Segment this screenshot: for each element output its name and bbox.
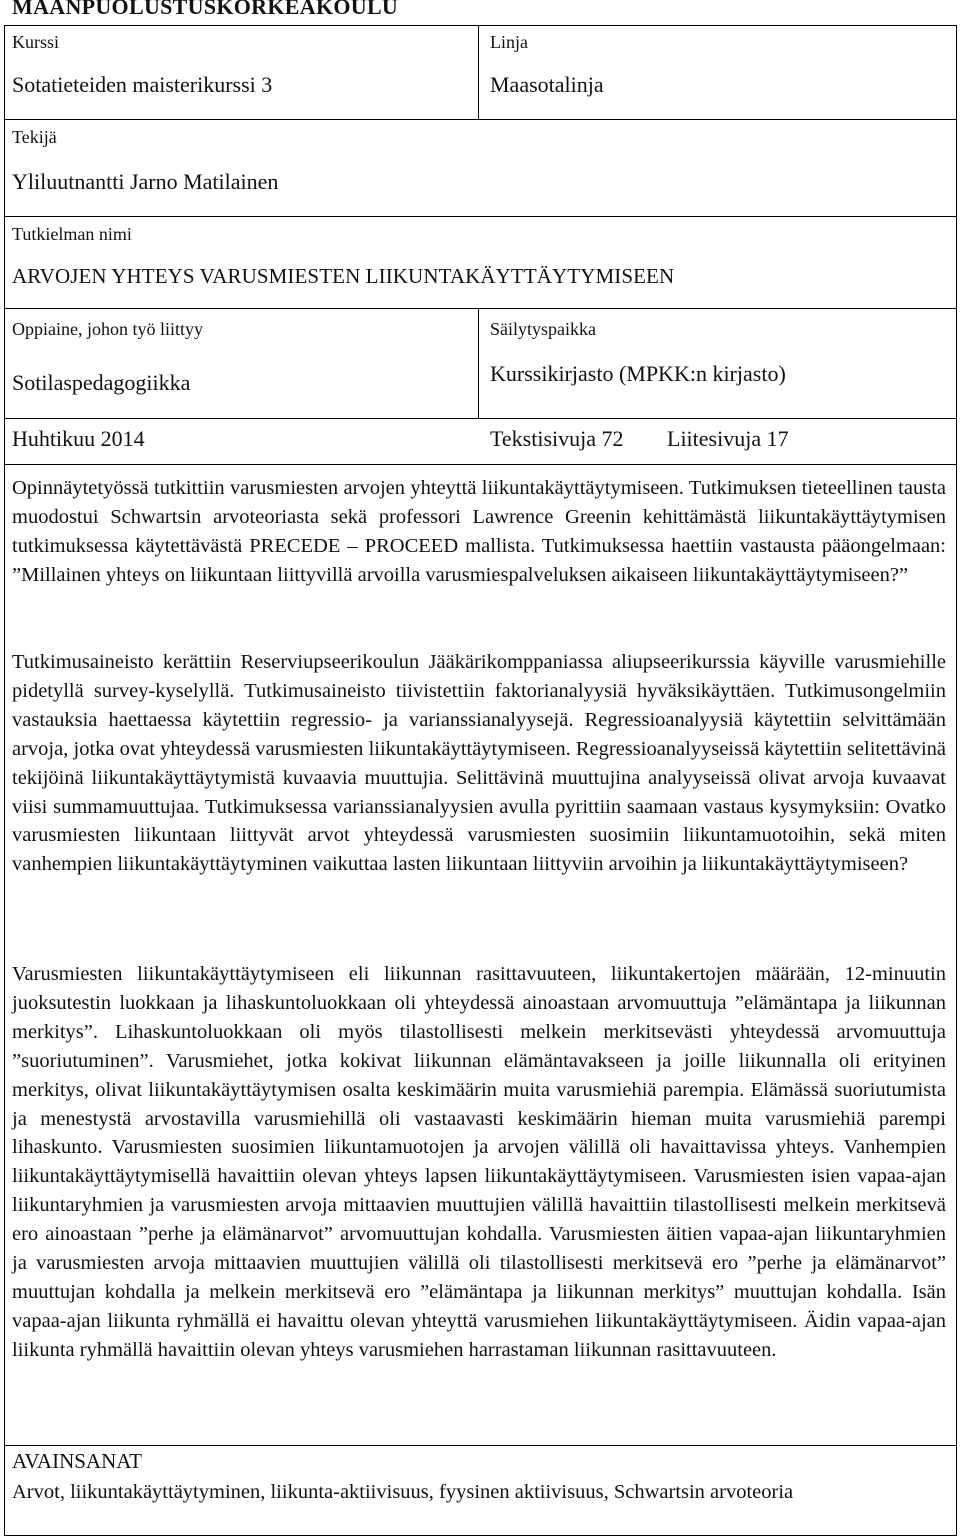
abstract-paragraph: Tutkimusaineisto kerättiin Reserviupseerikoulun Jääkärikomppaniassa aliupseerikurssia käyville varusmiehille pidetyllä survey-kyselyllä. Tutkimusaineisto tiivistettiin faktorianalyysiä hyväksikäyttäen. Tutkimusongelmiin vastauksia haettaessa käytettiin regressio- ja varianssianalyysejä. Regressioanalyysiä käytettiin selvittämään arvoja, jotka ovat yhteydessä varusmiesten liikuntakäyttäytymiseen. Regressioanalyyseissä käytettiin selitettävinä tekijöinä liikuntakäyttäytymistä kuvaavia muuttujia. Selittävinä muuttujina analyyseissä olivat arvoja kuvaavat viisi summamuuttujaa. Tutkimuksessa varianssianalyysien avulla pyrittiin saamaan vastaus kysymyksiin: Ovatko varusmiesten liikuntaan liittyvät arvot yhteydessä varusmiesten suosimiin liikuntamuotoihin, sekä miten vanhempien liikuntakäyttäytyminen vaikuttaa lasten liikuntaan liittyviin arvoihin ja liikuntakäyttäytymiseen? [12,651,946,876]
thesis-label: Tutkielman nimi [12,224,132,244]
abstract-paragraph: Opinnäytetyössä tutkittiin varusmiesten arvojen yhteyttä liikuntakäyttäytymiseen. Tutkimuksen tieteellinen tausta muodostui Schwartsin arvoteoriasta sekä professori Lawrence Greenin kehittämästä liikuntakäyttäytymisen tutkimuksessa käytettävästä PRECEDE – PROCEED mallista. Tutkimuksessa haettiin vastausta pääongelmaan: ”Millainen yhteys on liikuntaan liittyvillä arvoilla varusmiespalveluksen aikaiseen liikuntakäyttäytymiseen?” [12,477,946,586]
date-value: Huhtikuu 2014 [12,426,145,451]
storage-value: Kurssikirjasto (MPKK:n kirjasto) [490,361,786,386]
divider [4,119,957,120]
appendix-pages: Liitesivuja 17 [667,426,789,451]
author-value: Yliluutnantti Jarno Matilainen [12,169,279,194]
course-label: Kurssi [12,32,60,52]
divider [4,216,957,217]
abstract-paragraph: Varusmiesten liikuntakäyttäytymiseen eli liikunnan rasittavuuteen, liikuntakertojen määrään, 12-minuutin juoksutestin luokkaan ja lihaskuntoluokkaan oli yhteydessä ainoastaan arvomuuttuja ”elämäntapa ja liikunnan merkitys”. Lihaskuntoluokkaan oli myös tilastollisesti melkein merkitsevästi yhteydessä arvomuuttuja ”suoriutuminen”. Varusmiehet, jotka kokivat liikunnan elämäntavakseen ja joille liikunnalla oli erityinen merkitys, olivat liikuntakäyttäytymisen osalta keskimäärin muita varusmiehiä parempia. Elämässä suoriutumista ja menestystä arvostavilla varusmiehillä oli vastaavasti keskimäärin hieman muita varusmiehiä parempi lihaskunto. Varusmiesten suosimien liikuntamuotojen ja arvojen välillä oli havaittavissa yhteys. Vanhempien liikuntakäyttäytymisellä havaittiin olevan yhteys lapsen liikuntakäyttäytymiseen. Varusmiesten isien vapaa-ajan liikuntaryhmien ja varusmiesten arvoja mittaavien muuttujien välillä havaittiin tilastollisesti melkein merkitsevä ero ainoastaan ”perhe ja elämänarvot” arvomuuttujan kohdalla. Varusmiesten äitien vapaa-ajan liikuntaryhmien ja varusmiesten arvoja mittaavien muuttujien välillä oli tilastollisesti merkitsevä ero ”perhe ja elämänarvot” muuttujan kohdalla ja melkein merkitsevä ero ”elämäntapa ja liikunnan merkitys” muuttujan kohdalla. Isän vapaa-ajan liikunta ryhmällä ei havaittu olevan yhteyttä varusmiehen liikuntakäyttäytymiseen. Äidin vapaa-ajan liikunta ryhmällä havaittiin olevan yhteys varusmiehen harrastaman liikunnan rasittavuuteen. [12,963,946,1361]
line-value: Maasotalinja [490,72,604,97]
text-pages: Tekstisivuja 72 [490,426,624,451]
divider [4,418,957,419]
divider [4,1445,957,1446]
column-divider [478,25,479,119]
keywords-text: Arvot, liikuntakäyttäytyminen, liikunta-aktiivisuus, fyysinen aktiivisuus, Schwartsin arvoteoria [12,1481,794,1503]
subject-label: Oppiaine, johon työ liittyy [12,319,203,339]
divider [4,464,957,465]
storage-label: Säilytyspaikka [490,319,596,339]
keywords-title: AVAINSANAT [12,1449,142,1473]
column-divider [478,308,479,418]
thesis-title: ARVOJEN YHTEYS VARUSMIESTEN LIIKUNTAKÄYTTÄYTYMISEEN [12,264,675,288]
divider [4,308,957,309]
line-label: Linja [490,32,528,52]
subject-value: Sotilaspedagogiikka [12,370,191,395]
institution-title: MAANPUOLUSTUSKORKEAKOULU [12,0,399,19]
author-label: Tekijä [12,127,57,147]
course-value: Sotatieteiden maisterikurssi 3 [12,72,273,97]
